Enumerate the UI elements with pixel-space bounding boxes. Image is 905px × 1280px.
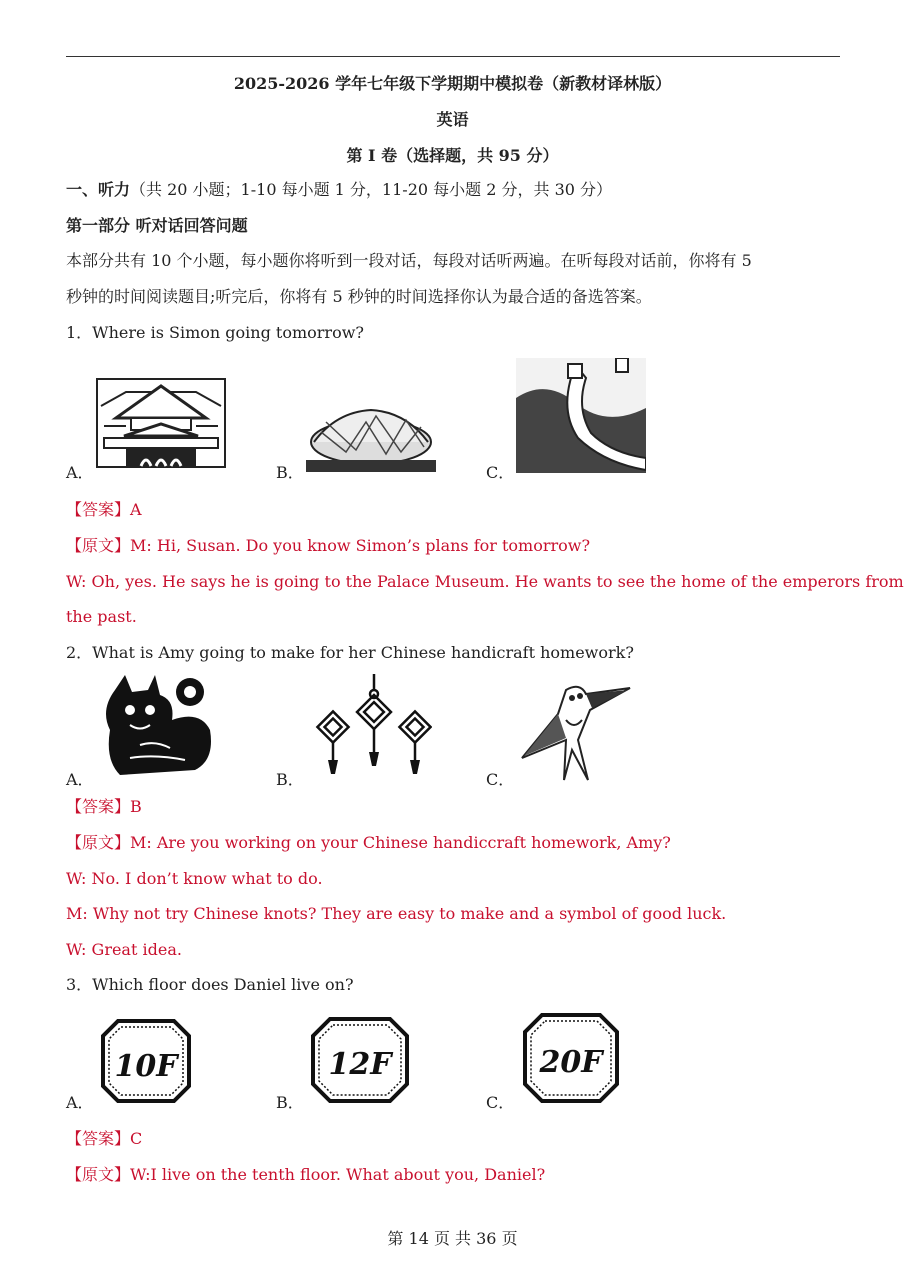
q3-option-c-label: C．	[486, 1093, 515, 1112]
birds-nest-stadium-image	[306, 392, 436, 472]
q2-answer	[66, 797, 142, 817]
q1-script-text-1: M: Hi, Susan. Do you know Simon’s plans for tomorrow?	[130, 536, 591, 555]
q3-option-b-label: B．	[276, 1093, 304, 1112]
q1-script-line-2: W: Oh, yes. He says he is going to the Palace Museum. He wants to see the home of the emperors from	[66, 572, 904, 591]
floor-sign-20f	[522, 1012, 620, 1104]
subject-title: 英语	[436, 110, 469, 129]
q2-script-line-1	[66, 833, 671, 853]
q2-option-c-label: C．	[486, 770, 515, 789]
q1-script-line-3: the past.	[66, 607, 137, 626]
page-number: 第 14 页 共 36 页	[387, 1229, 518, 1248]
floor-sign-10f	[100, 1018, 192, 1104]
q1-answer-value: A	[130, 500, 142, 519]
instructions-line-1: 本部分共有 10 个小题，每小题你将听到一段对话，每段对话听两遍。在听每段对话前，你将有 5	[66, 251, 752, 270]
swallow-kite-image	[520, 680, 632, 782]
question-1: 1．Where is Simon going tomorrow?	[66, 323, 364, 342]
paper-title: 2025-2026 学年七年级下学期期中模拟卷（新教材译林版）	[233, 74, 672, 93]
q2-script-line-2: W: No. I don’t know what to do.	[66, 869, 323, 888]
palace-museum-image	[96, 378, 226, 468]
q1-option-a-label: A．	[66, 463, 94, 482]
q2-script-line-4: W: Great idea.	[66, 940, 182, 959]
great-wall-image	[516, 358, 646, 473]
q2-option-b-label: B．	[276, 770, 304, 789]
section-heading	[66, 180, 612, 200]
q2-answer-value: B	[130, 797, 142, 816]
instructions-line-2: 秒钟的时间阅读题目;听完后，你将有 5 秒钟的时间选择你认为最合适的备选答案。	[66, 287, 652, 306]
q2-script-text-1: M: Are you working on your Chinese handiccraft homework, Amy?	[130, 833, 671, 852]
q3-script-text-1: W:I live on the tenth floor. What about you, Daniel?	[130, 1165, 546, 1184]
section-heading-note: （共 20 小题；1-10 每小题 1 分，11-20 每小题 2 分，共 30 分）	[130, 180, 613, 199]
chinese-knots-image	[312, 674, 432, 778]
q2-script-tag: 【原文】	[66, 833, 131, 852]
floor-sign-12f-text: 12F	[328, 1047, 392, 1082]
q3-option-a-label: A．	[66, 1093, 94, 1112]
q1-script-tag: 【原文】	[66, 536, 131, 555]
floor-sign-12f	[310, 1016, 410, 1104]
q3-answer-tag: 【答案】	[66, 1129, 131, 1148]
q2-script-line-3: M: Why not try Chinese knots? They are easy to make and a symbol of good luck.	[66, 904, 727, 923]
q1-answer-tag: 【答案】	[66, 500, 131, 519]
q1-option-b-label: B．	[276, 463, 304, 482]
floor-sign-20f-text: 20F	[539, 1045, 603, 1080]
header-rule	[66, 56, 840, 57]
q1-answer	[66, 500, 142, 520]
section-heading-label: 一、听力	[66, 180, 131, 199]
q2-answer-tag: 【答案】	[66, 797, 131, 816]
question-2: 2．What is Amy going to make for her Chinese handicraft homework?	[66, 643, 634, 662]
q3-answer	[66, 1129, 142, 1149]
q3-answer-value: C	[130, 1129, 143, 1148]
floor-sign-10f-text: 10F	[114, 1049, 178, 1084]
paper-cutting-image	[100, 670, 220, 782]
question-3: 3．Which floor does Daniel live on?	[66, 975, 354, 994]
q1-option-c-label: C．	[486, 463, 515, 482]
q1-script-line-1	[66, 536, 590, 556]
q3-script-line-1	[66, 1165, 545, 1185]
volume-title: 第 I 卷（选择题，共 95 分）	[346, 146, 559, 165]
q3-script-tag: 【原文】	[66, 1165, 131, 1184]
part-title: 第一部分 听对话回答问题	[66, 216, 248, 235]
q2-option-a-label: A．	[66, 770, 94, 789]
